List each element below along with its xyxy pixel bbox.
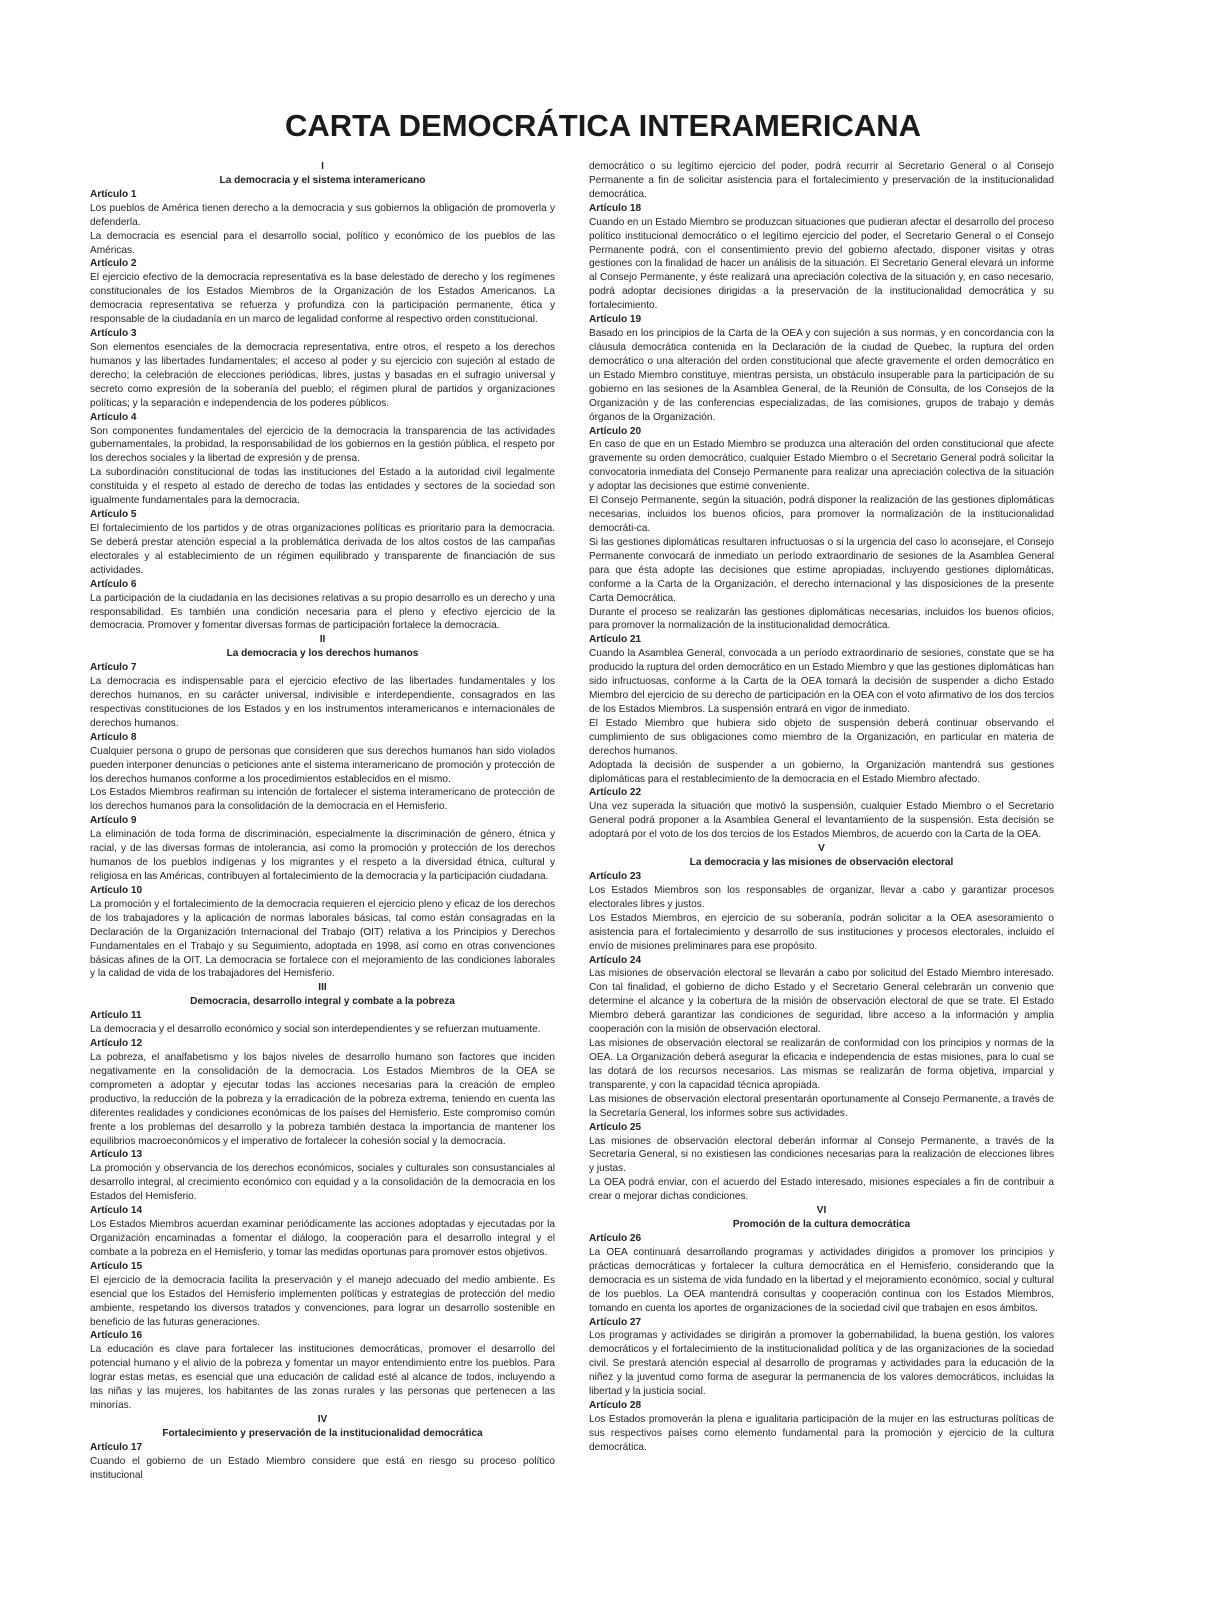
article-heading: Artículo 3 [90,328,137,340]
article-paragraph: Las misiones de observación electoral deberán informar al Consejo Permanente, a través de la Secretaría General, si no existiesen las condiciones necesarias para la realización de elecciones libres y justas. [589,1135,1054,1175]
article-paragraph: La subordinación constitucional de todas las instituciones del Estado a la autoridad civil legalmente constituida y el respeto al estado de derecho de todas las entidades y sectores de la sociedad son igualmente fundamentales para la democracia. [90,467,555,507]
article-paragraph: El ejercicio efectivo de la democracia representativa es la base delestado de derecho y los regímenes constitucionales de los Estados Miembros de la Organización de los Estados Americanos. La democracia representativa se refuerza y profundiza con la participación permanente, ética y responsable de la ciudadanía en un marco de legalidad conforme al respectivo orden constitucional. [90,272,555,326]
article-paragraph: La promoción y el fortalecimiento de la democracia requieren el ejercicio pleno y eficaz de los derechos de los trabajadores y la aplicación de normas laborales básicas, tal como están consagradas en la Declaración de la Organización Internacional del Trabajo (OIT) relativa a los Principios y Derechos Fundamentales en el Trabajo y su Seguimiento, adoptada en 1998, así como en otras convenciones básicas afines de la OIT. La democracia se fortalece con el mejoramiento de las condiciones laborales y la calidad de vida de los trabajadores del Hemisferio. [90,898,555,980]
article-heading: Artículo 27 [589,1316,642,1328]
article-heading: Artículo 15 [90,1260,143,1272]
article-heading: Artículo 1 [90,188,137,200]
chapter-title: La democracia y los derechos humanos [226,648,419,660]
right-column [589,160,1054,1455]
article-paragraph: Cuando la Asamblea General, convocada a un período extraordinario de sesiones, constate que se ha producido la ruptura del orden democrático en un Estado Miembro y que las gestiones diplomáticas han sido infructuosas, conforme a la Carta de la OEA tomará la decisión de suspender a dicho Estado Miembro del ejercicio de su derecho de participación en la OEA con el voto afirmativo de los dos tercios de los Estados Miembros. La suspensión entrará en vigor de inmediato. [589,648,1054,715]
article-paragraph: La democracia es esencial para el desarrollo social, político y económico de los pueblos de las Américas. [90,230,555,256]
article-heading: Artículo 24 [589,954,642,966]
article-paragraph: La promoción y observancia de los derechos económicos, sociales y culturales son consustanciales al desarrollo integral, al crecimiento económico con equidad y a la consolidación de la democracia en los Estados del Hemisferio. [90,1163,555,1203]
article-paragraph: La OEA podrá enviar, con el acuerdo del Estado interesado, misiones especiales a fin de contribuir a crear o mejorar dichas condiciones. [589,1177,1054,1203]
continued-paragraph: democrático o su legítimo ejercicio del poder, podrá recurrir al Secretario General o al Consejo Permanente a fin de solicitar asistencia para el fortalecimiento y preservación de la institucionalidad democrática. [589,161,1054,200]
article-heading: Artículo 6 [90,578,137,590]
article-paragraph: Cuando en un Estado Miembro se produzcan situaciones que pudieran afectar el desarrollo del proceso político institucional democrático o el legítimo ejercicio del poder, el Secretario General o el Consejo Permanente podrá, con el consentimiento previo del gobierno afectado, disponer visitas y otras gestiones con la finalidad de hacer un análisis de la situación. El Secretario General elevará un informe al Consejo Permanente, y éste realizará una apreciación colectiva de la situación y, en caso necesario, podrá adoptar decisiones dirigidas a la preservación de la institucionalidad democrática y su fortalecimiento. [589,216,1054,312]
chapter-number: VI [816,1205,827,1217]
chapter-title: La democracia y las misiones de observación electoral [689,857,954,869]
article-paragraph: La participación de la ciudadanía en las decisiones relativas a su propio desarrollo es un derecho y una responsabilidad. Es también una condición necesaria para el pleno y efectivo ejercicio de la democracia. Promover y fomentar diversas formas de participación fortalece la democracia. [90,592,555,632]
article-heading: Artículo 22 [589,787,642,799]
article-heading: Artículo 25 [589,1121,642,1133]
article-heading: Artículo 23 [589,871,642,883]
article-paragraph: Los Estados Miembros reafirman su intención de fortalecer el sistema interamericano de protección de los derechos humanos para la consolidación de la democracia en el Hemisferio. [90,787,555,813]
article-paragraph: El Estado Miembro que hubiera sido objeto de suspensión deberá continuar observando el cumplimiento de sus obligaciones como miembro de la Organización, en particular en materia de derechos humanos. [589,717,1054,757]
article-paragraph: Los pueblos de América tienen derecho a la democracia y sus gobiernos la obligación de promoverla y defenderla. [90,202,555,228]
article-heading: Artículo 21 [589,634,642,646]
chapter-title: La democracia y el sistema interamericano [219,174,426,186]
article-heading: Artículo 5 [90,509,137,521]
article-paragraph: En caso de que en un Estado Miembro se produzca una alteración del orden constitucional que afecte gravemente su orden democrático, cualquier Estado Miembro o el Secretario General podrá solicitar la convocatoria inmediata del Consejo Permanente para realizar una apreciación colectiva de la situación y adoptar las decisiones que estime conveniente. [589,439,1054,493]
article-heading: Artículo 8 [90,731,137,743]
article-paragraph: Los Estados Miembros son los responsables de organizar, llevar a cabo y garantizar procesos electorales libres y justos. [589,884,1054,910]
document-title: CARTA DEMOCRÁTICA INTERAMERICANA [284,108,922,143]
article-paragraph: Los Estados Miembros, en ejercicio de su soberanía, podrán solicitar a la OEA asesoramiento o asistencia para el fortalecimiento y desarrollo de sus instituciones y procesos electorales, incluido el envío de misiones preliminares para ese propósito. [589,912,1054,952]
chapter-title: Fortalecimiento y preservación de la institucionalidad democrática [162,1427,483,1439]
chapter-title: Democracia, desarrollo integral y combate a la pobreza [190,996,455,1008]
article-heading: Artículo 10 [90,884,143,896]
article-heading: Artículo 11 [90,1010,142,1022]
article-heading: Artículo 20 [589,425,642,437]
chapter-number: III [318,982,327,994]
article-paragraph: Las misiones de observación electoral se realizarán de conformidad con los principios y normas de la OEA. La Organización deberá asegurar la eficacia e independencia de estas misiones, para lo cual se las dotará de los recursos necesarios. Las mismas se realizarán de forma objetiva, imparcial y transparente, y con la capacidad técnica apropiada. [589,1038,1054,1091]
article-paragraph: La eliminación de toda forma de discriminación, especialmente la discriminación de género, étnica y racial, y de las diversas formas de intolerancia, así como la promoción y protección de los derechos humanos de los pueblos indígenas y los migrantes y el respeto a la diversidad étnica, cultural y religiosa en las Américas, contribuyen al fortalecimiento de la democracia y la participación ciudadana. [90,829,555,883]
article-paragraph: El Consejo Permanente, según la situación, podrá disponer la realización de las gestiones diplomáticas necesarias, incluidos los buenos oficios, para promover la normalización de la institucionalidad democráti-ca. [589,495,1054,534]
article-heading: Artículo 13 [90,1149,143,1161]
article-heading: Artículo 28 [589,1400,642,1412]
article-heading: Artículo 16 [90,1330,143,1342]
article-heading: Artículo 12 [90,1038,143,1050]
left-column [90,160,555,1483]
article-paragraph: La OEA continuará desarrollando programas y actividades dirigidos a promover los principios y prácticas democráticas y fortalecer la cultura democrática en el Hemisferio, considerando que la democracia es un sistema de vida fundado en la libertad y el mejoramiento económico, social y cultural de los pueblos. La OEA mantendrá consultas y cooperación continua con los Estados Miembros, tomando en cuenta los aportes de organizaciones de la sociedad civil que trabajen en esos ámbitos. [589,1246,1054,1314]
article-paragraph: Una vez superada la situación que motivó la suspensión, cualquier Estado Miembro o el Secretario General podrá proponer a la Asamblea General el levantamiento de la suspensión. Esta decisión se adoptará por el voto de los dos tercios de los Estados Miembros, de acuerdo con la Carta de la OEA. [589,801,1054,841]
chapter-number: II [319,634,326,646]
article-heading: Artículo 17 [90,1441,143,1453]
chapter-number: IV [317,1413,328,1425]
article-paragraph: Durante el proceso se realizarán las gestiones diplomáticas necesarias, incluidos los buenos oficios, para promover la normalización de la institucionalidad democrática. [589,606,1054,632]
article-paragraph: Adoptada la decisión de suspender a un gobierno, la Organización mantendrá sus gestiones diplomáticas para el restablecimiento de la democracia en el Estado Miembro afectado. [589,759,1054,785]
article-paragraph: Basado en los principios de la Carta de la OEA y con sujeción a sus normas, y en concordancia con la cláusula democrática contenida en la Declaración de la ciudad de Quebec, la ruptura del orden democrático o una alteración del orden constitucional que afecte gravemente el orden democrático en un Estado Miembro constituye, mientras persista, un obstáculo insuperable para la participación de su gobierno en las sesiones de la Asamblea General, de la Reunión de Consulta, de los Consejos de la Organización y de las conferencias especializadas, de las comisiones, grupos de trabajo y demás órganos de la Organización. [589,328,1054,423]
article-heading: Artículo 9 [90,815,137,827]
article-heading: Artículo 18 [589,202,642,214]
article-heading: Artículo 2 [90,258,137,270]
article-heading: Artículo 14 [90,1205,143,1217]
chapter-number: I [321,161,324,172]
article-paragraph: La pobreza, el analfabetismo y los bajos niveles de desarrollo humano son factores que inciden negativamente en la consolidación de la democracia. Los Estados Miembros de la OEA se comprometen a adoptar y ejecutar todas las acciones necesarias para la creación de empleo productivo, la reducción de la pobreza y la erradicación de la pobreza extrema, teniendo en cuenta las diferentes realidades y condiciones económicas de los países del Hemisferio. Este compromiso común frente a los problemas del desarrollo y la pobreza también destaca la importancia de mantener los equilibrios macroeconómicos y el imperativo de fortalecer la cohesión social y la democracia. [90,1052,555,1147]
article-heading: Artículo 26 [589,1232,642,1244]
article-paragraph: Son elementos esenciales de la democracia representativa, entre otros, el respeto a los derechos humanos y las libertades fundamentales; el acceso al poder y su ejercicio con sujeción al estado de derecho; la celebración de elecciones periódicas, libres, justas y basadas en el sufragio universal y secreto como expresión de la soberanía del pueblo; el régimen plural de partidos y organizaciones políticas; y la separación e independencia de los poderes públicos. [90,341,555,409]
article-paragraph: La educación es clave para fortalecer las instituciones democráticas, promover el desarrollo del potencial humano y el alivio de la pobreza y fomentar un mayor entendimiento entre los pueblos. Para lograr estas metas, es esencial que una educación de calidad esté al alcance de todos, incluyendo a las niñas y las mujeres, los habitantes de las zonas rurales y las personas que pertenecen a las minorías. [90,1344,555,1412]
article-paragraph: Los programas y actividades se dirigirán a promover la gobernabilidad, la buena gestión, los valores democráticos y el fortalecimiento de la institucionalidad política y de las organizaciones de la sociedad civil. Se prestará atención especial al desarrollo de programas y actividades para la educación de la niñez y la juventud como forma de asegurar la permanencia de los valores democráticos, incluidas la libertad y la justicia social. [589,1330,1054,1398]
article-paragraph: Las misiones de observación electoral presentarán oportunamente al Consejo Permanente, a través de la Secretaría General, los informes sobre sus actividades. [589,1093,1054,1119]
article-paragraph: La democracia es indispensable para el ejercicio efectivo de las libertades fundamentales y los derechos humanos, en su carácter universal, indivisible e interdependiente, consagrados en las respectivas constituciones de los Estados y en los instrumentos interamericanos e internacionales de derechos humanos. [90,676,555,729]
chapter-title: Promoción de la cultura democrática [732,1219,911,1231]
article-paragraph: El ejercicio de la democracia facilita la preservación y el manejo adecuado del medio ambiente. Es esencial que los Estados del Hemisferio implementen políticas y estrategias de protección del medio ambiente, respetando los diversos tratados y convenciones, para lograr un desarrollo sostenible en beneficio de las futuras generaciones. [90,1274,555,1328]
article-heading: Artículo 7 [90,662,137,674]
article-paragraph: Las misiones de observación electoral se llevarán a cabo por solicitud del Estado Miembro interesado. Con tal finalidad, el gobierno de dicho Estado y el Secretario General celebrarán un convenio que determine el alcance y la cobertura de la misión de observación electoral de que se trate. El Estado Miembro deberá garantizar las condiciones de seguridad, libre acceso a la información y amplia cooperación con la misión de observación electoral. [589,968,1054,1036]
article-heading: Artículo 19 [589,314,642,326]
article-paragraph: Los Estados promoverán la plena e igualitaria participación de la mujer en las estructuras políticas de sus respectivos países como elemento fundamental para la promoción y ejercicio de la cultura democrática. [589,1413,1054,1453]
chapter-number: V [818,843,825,855]
article-paragraph: Son componentes fundamentales del ejercicio de la democracia la transparencia de las actividades gubernamentales, la probidad, la responsabilidad de los gobiernos en la gestión pública, el respeto por los derechos sociales y la libertad de expresión y de prensa. [90,425,555,465]
article-paragraph: La democracia y el desarrollo económico y social son interdependientes y se refuerzan mutuamente. [90,1024,541,1036]
article-paragraph: Los Estados Miembros acuerdan examinar periódicamente las acciones adoptadas y ejecutadas por la Organización encaminadas a fomentar el diálogo, la cooperación para el desarrollo integral y el combate a la pobreza en el Hemisferio, y tomar las medidas oportunas para promover estos objetivos. [90,1219,555,1258]
article-paragraph: Si las gestiones diplomáticas resultaren infructuosas o si la urgencia del caso lo aconsejare, el Consejo Permanente convocará de inmediato un período extraordinario de sesiones de la Asamblea General para que ésta adopte las decisiones que estime apropiadas, incluyendo gestiones diplomáticas, conforme a la Carta de la Organización, el derecho internacional y las disposiciones de la presente Carta Democrática. [589,536,1054,604]
article-heading: Artículo 4 [90,411,137,423]
article-paragraph: Cuando el gobierno de un Estado Miembro considere que está en riesgo su proceso político institucional [90,1455,555,1481]
article-paragraph: Cualquier persona o grupo de personas que consideren que sus derechos humanos han sido violados pueden interponer denuncias o peticiones ante el sistema interamericano de promoción y protección de los derechos humanos conforme a los procedimientos establecidos en el mismo. [90,745,555,785]
article-paragraph: El fortalecimiento de los partidos y de otras organizaciones políticas es prioritario para la democracia. Se deberá prestar atención especial a la problemática derivada de los altos costos de las campañas electorales y al establecimiento de un régimen equilibrado y transparente de financiación de sus actividades. [90,522,555,576]
